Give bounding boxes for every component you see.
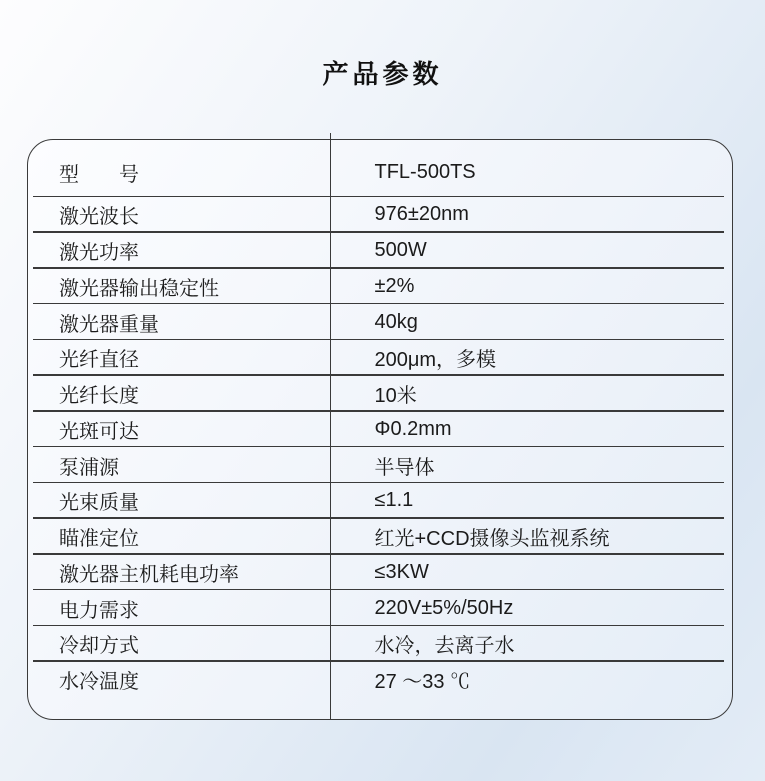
spec-label: 冷却方式 [59,635,139,658]
page-title: 产品参数 [322,59,443,89]
spec-value: 40kg [374,310,418,333]
spec-label: 光束质量 [59,492,139,515]
spec-label: 激光器重量 [59,313,159,336]
spec-value: 27 ～33 ℃ [374,671,471,694]
spec-label: 光纤长度 [59,385,139,408]
spec-row [28,555,732,591]
spec-row [28,233,732,269]
spec-value: 水冷，去离子水 [374,635,515,658]
spec-row [28,304,732,340]
spec-row [28,140,732,197]
spec-row [28,447,732,483]
spec-value: 220V±5%/50Hz [374,596,514,619]
spec-value: 500W [374,239,427,262]
spec-row [28,269,732,305]
spec-label: 激光器输出稳定性 [59,277,219,300]
spec-row [28,197,732,233]
spec-row [28,519,732,555]
column-divider [330,133,332,719]
spec-value: ±2% [374,274,415,297]
spec-value: ≤3KW [374,560,429,583]
spec-label: 光斑可达 [59,420,139,443]
spec-value: Φ0.2mm [374,417,452,440]
spec-row [28,340,732,376]
spec-rows [28,140,732,719]
spec-row [28,626,732,662]
spec-label: 电力需求 [59,599,139,622]
spec-label: 光纤直径 [59,349,139,372]
spec-value: 200μm，多模 [374,349,497,372]
spec-label: 水冷温度 [59,671,139,694]
spec-label: 型 号 [59,163,139,186]
spec-value: 976±20nm [374,203,469,226]
spec-row [28,412,732,448]
spec-value: ≤1.1 [374,489,414,512]
spec-label: 激光器主机耗电功率 [59,563,239,586]
spec-table [27,139,733,720]
spec-value: 半导体 [374,456,435,479]
spec-row [28,662,732,698]
spec-row [28,483,732,519]
spec-label: 激光功率 [59,242,139,265]
spec-value: 10米 [374,385,417,408]
spec-row [28,590,732,626]
spec-row [28,376,732,412]
spec-label: 激光波长 [59,206,139,229]
spec-label: 瞄准定位 [59,528,139,551]
spec-value: 红光+CCD摄像头监视系统 [374,528,610,551]
spec-value: TFL-500TS [374,160,476,183]
spec-label: 泵浦源 [59,456,119,479]
